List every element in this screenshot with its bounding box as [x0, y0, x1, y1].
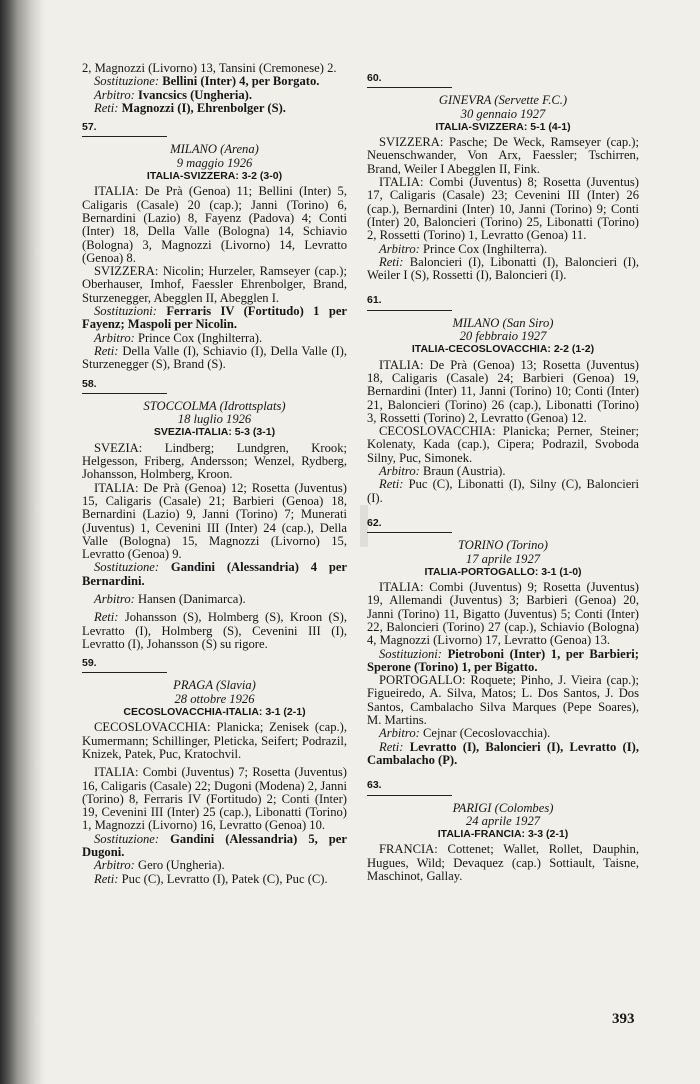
goals: Reti: Baloncieri (I), Libonatti (I), Baloncieri (I), Weiler I (S), Rossetti (I), Baloncieri (I). [367, 254, 639, 283]
match-venue: STOCCOLMA (Idrottsplats) [143, 398, 286, 413]
match-score: ITALIA-FRANCIA: 3-3 (2-1) [437, 828, 569, 841]
match-venue: GINEVRA (Servette F.C.) [438, 93, 568, 108]
match-date: 17 aprile 1927 [465, 551, 541, 566]
left-column [82, 62, 347, 886]
goals: Reti: Levratto (I), Baloncieri (I), Levratto (I), Cambalacho (P). [367, 739, 639, 767]
section-rule [82, 672, 167, 673]
goals: Reti: Johansson (S), Holmberg (S), Kroon (S), Levratto (I), Holmberg (S), Cevenini III (I), Levratto (I), Johansson (S) su rigore. [82, 610, 348, 651]
lineup-home: ITALIA: Combi (Juventus) 9; Rosetta (Juventus) 19, Allemandi (Juventus) 3; Barbieri (Genoa) 20, Janni (Torino) 11, Bigatto (Juventus) 5; Conti (Inter) 22, Baloncieri (Torino) 27 (cap.), Schiavio (Bologna) 4, Magnozzi (Livorno) 17, Levratto (Genoa) 13. [367, 580, 639, 648]
lineup-away: SVIZZERA: Nicolin; Hurzeler, Ramseyer (cap.); Oberhauser, Imhof, Faessler Ehrenbolger, Brand, Sturzenegger, Abegglen II, Abegglen I. [82, 264, 347, 305]
match56-referee: Arbitro: Ivancsics (Ungheria). [94, 87, 253, 102]
match-number: 60. [367, 72, 382, 84]
match-date: 30 gennaio 1927 [460, 106, 546, 121]
match-score: ITALIA-CECOSLOVACCHIA: 2-2 (1-2) [411, 343, 595, 356]
match-number: 57. [82, 121, 97, 134]
match-score: ITALIA-PORTOGALLO: 3-1 (1-0) [424, 565, 582, 578]
match56-continuation-lineup: 2, Magnozzi (Livorno) 13, Tansini (Cremonese) 2. [82, 61, 337, 75]
match-venue: MILANO (Arena) [170, 142, 259, 157]
lineup-away: CECOSLOVACCHIA: Planicka; Perner, Steiner; Kolenaty, Kada (cap.), Cipera; Podrazil, Svoboda Silny, Puc, Simonek. [367, 424, 639, 465]
goals: Reti: Della Valle (I), Schiavio (I), Della Valle (I), Sturzenegger (S), Brand (S). [82, 343, 347, 372]
right-column [367, 62, 639, 883]
match-venue: MILANO (San Siro) [452, 315, 554, 330]
match-score: ITALIA-SVIZZERA: 3-2 (3-0) [146, 170, 283, 183]
referee: Arbitro: Braun (Austria). [379, 464, 506, 479]
section-rule [367, 87, 452, 88]
page-binding-shadow [0, 0, 46, 1084]
section-rule [82, 136, 167, 137]
match-number: 62. [367, 516, 382, 529]
lineup-home: CECOSLOVACCHIA: Planicka; Zenisek (cap.), Kumermann; Schillinger, Pleticka, Seifert; Podrazil, Knizek, Patek, Puc, Kratochvil. [82, 720, 347, 761]
match-date: 9 maggio 1926 [176, 155, 253, 170]
referee: Arbitro: Cejnar (Cecoslovacchia). [379, 726, 551, 741]
lineup-home: ITALIA: De Prà (Genoa) 13; Rosetta (Juventus) 18, Caligaris (Casale) 24; Barbieri (Genoa) 19, Bernardini (Inter) 11, Janni (Torino) 10; Conti (Inter) 21, Baloncieri (Torino) 26 (cap.), Libonatti (Torino) 3, Rossetti (Torino) 2, Levratto (Genoa) 12. [367, 357, 639, 425]
match-number: 58. [82, 377, 97, 390]
match-venue: PRAGA (Slavia) [173, 678, 256, 693]
referee: Arbitro: Hansen (Danimarca). [94, 591, 246, 606]
match-date: 18 luglio 1926 [177, 412, 252, 427]
match-number: 59. [82, 657, 97, 670]
match-venue: PARIGI (Colombes) [452, 800, 554, 815]
match56-goals: Reti: Magnozzi (I), Ehrenbolger (S). [94, 100, 286, 115]
match-score: SVEZIA-ITALIA: 5-3 (3-1) [153, 426, 276, 439]
match-score: ITALIA-SVIZZERA: 5-1 (4-1) [435, 120, 571, 133]
page-number: 393 [612, 1011, 635, 1027]
match-score: CECOSLOVACCHIA-ITALIA: 3-1 (2-1) [123, 706, 306, 719]
referee: Arbitro: Gero (Ungheria). [94, 858, 225, 873]
goals: Reti: Puc (C), Levratto (I), Patek (C), Puc (C). [94, 871, 328, 886]
substitutions: Sostituzione: Gandini (Alessandria) 5, per Dugoni. [82, 831, 347, 860]
match-number: 63. [367, 779, 382, 792]
lineup-home: ITALIA: De Prà (Genoa) 11; Bellini (Inter) 5, Caligaris (Casale) 20 (cap.); Janni (Torino) 6, Bernardini (Lazio) 8, Fayenz (Padova) 4; Conti (Inter) 18, Della Valle (Bologna) 14, Schiavio (Bologna) 3, Magnozzi (Livorno) 14, Levratto (Genoa) 8. [82, 184, 347, 265]
lineup-away: ITALIA: Combi (Juventus) 7; Rosetta (Juventus) 16, Caligaris (Casale) 22; Dugoni (Modena) 2, Janni (Torino) 8, Ferraris IV (Fortitudo) 2; Conti (Inter) 19, Cevenini III (Inter) 25 (cap.), Libonatti (Torino) 1, Magnozzi (Livorno) 16, Levratto (Genoa) 10. [82, 765, 347, 833]
match-date: 20 febbraio 1927 [459, 329, 547, 344]
match-date: 24 aprile 1927 [465, 813, 541, 828]
match-venue: TORINO (Torino) [458, 538, 548, 553]
section-rule [367, 795, 452, 796]
match-number: 61. [367, 294, 382, 307]
substitutions: Sostituzioni: Ferraris IV (Fortitudo) 1 per Fayenz; Maspoli per Nicolin. [82, 304, 347, 332]
section-rule [367, 532, 452, 533]
match56-substitution: Sostituzione: Bellini (Inter) 4, per Borgato. [94, 74, 320, 89]
match-date: 28 ottobre 1926 [174, 691, 255, 706]
lineup-home: SVEZIA: Lindberg; Lundgren, Krook; Helgesson, Friberg, Andersson; Wenzel, Rydberg, Johansson, Holmberg, Kroon. [82, 440, 347, 482]
referee: Arbitro: Prince Cox (Inghilterra). [94, 330, 263, 345]
referee: Arbitro: Prince Cox (Inghilterra). [379, 241, 548, 256]
substitutions: Sostituzione: Gandini (Alessandria) 4 per Bernardini. [82, 560, 348, 588]
section-rule [82, 393, 167, 394]
lineup-away: ITALIA: De Prà (Genoa) 12; Rosetta (Juventus) 15, Caligaris (Casale) 21; Barbieri (Genoa) 18, Bernardini (Lazio) 9, Janni (Torino) 7; Munerati (Juventus) 1, Cevenini III (Inter) 24 (cap.), Della Valle (Bologna) 15, Magnozzi (Livorno) 15, Levratto (Genoa) 9. [82, 480, 347, 562]
substitutions: Sostituzioni: Pietroboni (Inter) 1, per Barbieri; Sperone (Torino) 1, per Bigatto. [367, 646, 639, 674]
lineup-home: SVIZZERA: Pasche; De Weck, Ramseyer (cap.); Neuenschwander, Von Arx, Faessler; Tschirren, Brand, Weiler I Abegglen II, Fink. [367, 135, 639, 176]
lineup-away: ITALIA: Combi (Juventus) 8; Rosetta (Juventus) 17, Caligaris (Casale) 23; Cevenini III (Inter) 26 (cap.), Bernardini (Inter) 10, Janni (Torino) 9; Conti (Inter) 20, Baloncieri (Torino) 25, Libonatti (Torino) 2, Rossetti (Torino) 1, Levratto (Genoa) 11. [367, 175, 639, 243]
lineup-home: FRANCIA: Cottenet; Wallet, Rollet, Dauphin, Hugues, Wild; Devaquez (cap.) Sottiault, Taisne, Maschinot, Gallay. [367, 842, 639, 884]
lineup-away: PORTOGALLO: Roquete; Pinho, J. Vieira (cap.); Figueiredo, A. Silva, Matos; L. Dos Santos, J. Dos Santos, Cambalacho Silva Marques (Pepe Soares), M. Martins. [367, 673, 639, 728]
section-rule [367, 310, 452, 311]
goals: Reti: Puc (C), Libonatti (I), Silny (C), Baloncieri (I). [367, 477, 639, 505]
